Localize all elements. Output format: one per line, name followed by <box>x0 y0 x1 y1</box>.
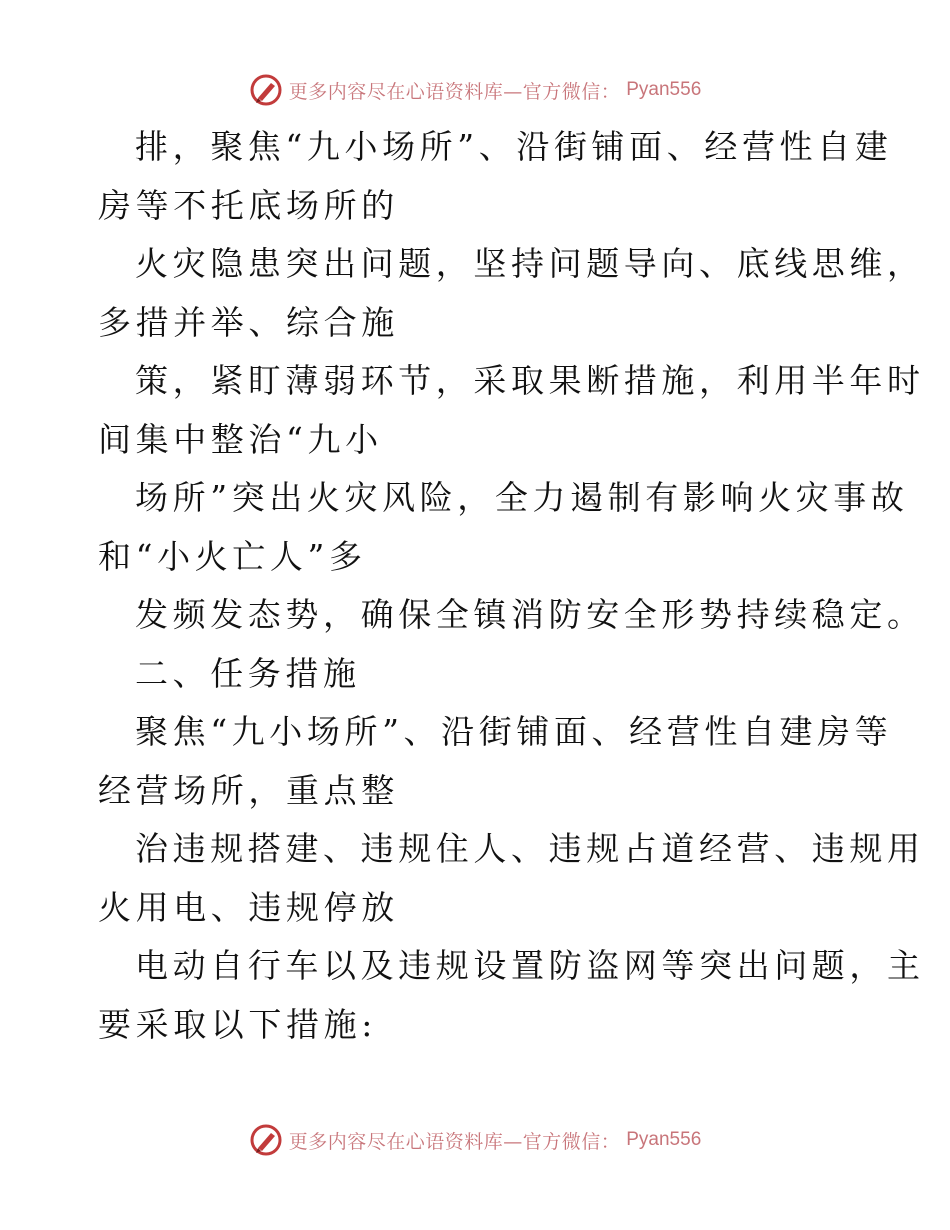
text-line: 电动自行车以及违规设置防盗网等突出问题，主 <box>135 946 925 985</box>
paragraph <box>98 820 925 937</box>
paragraph <box>98 469 909 586</box>
footer-watermark <box>0 1120 950 1160</box>
text-line: 和“小火亡人”多 <box>98 536 367 576</box>
document-body <box>98 118 925 1054</box>
text-line: 火灾隐患突出问题，坚持问题导向、底线思维， <box>135 244 925 283</box>
header-watermark <box>0 70 950 110</box>
text-line: 二、任务措施 <box>135 653 361 693</box>
watermark-text: 更多内容尽在心语资料库—官方微信： <box>288 80 621 103</box>
paragraph <box>98 352 925 469</box>
paragraph <box>98 937 925 1054</box>
text-line: 火用电、违规停放 <box>98 887 399 927</box>
text-line: 治违规搭建、违规住人、违规占道经营、违规用 <box>135 829 925 868</box>
text-line: 排，聚焦“九小场所”、沿街铺面、经营性自建 <box>135 127 893 166</box>
paragraph <box>98 703 893 820</box>
watermark-wechat-id: Pyan556 <box>626 79 702 100</box>
text-line: 多措并举、综合施 <box>98 302 399 342</box>
text-line: 聚焦“九小场所”、沿街铺面、经营性自建房等 <box>135 712 893 751</box>
text-line: 策，紧盯薄弱环节，采取果断措施，利用半年时 <box>135 361 925 400</box>
text-line: 场所”突出火灾风险，全力遏制有影响火灾事故 <box>135 478 909 517</box>
text-line: 发频发态势，确保全镇消防安全形势持续稳定。 <box>135 595 925 634</box>
pen-logo-icon <box>249 1123 283 1157</box>
watermark-text: 更多内容尽在心语资料库—官方微信： <box>288 1130 621 1153</box>
text-line: 经营场所，重点整 <box>98 770 399 810</box>
section-heading <box>98 645 858 704</box>
text-line: 要采取以下措施: <box>98 1004 377 1044</box>
text-line: 房等不托底场所的 <box>98 185 399 225</box>
paragraph <box>98 235 925 352</box>
pen-logo-icon <box>249 73 283 107</box>
text-line: 间集中整治“九小 <box>98 419 383 459</box>
paragraph <box>98 118 893 235</box>
paragraph <box>98 586 925 645</box>
watermark-wechat-id: Pyan556 <box>626 1129 702 1150</box>
